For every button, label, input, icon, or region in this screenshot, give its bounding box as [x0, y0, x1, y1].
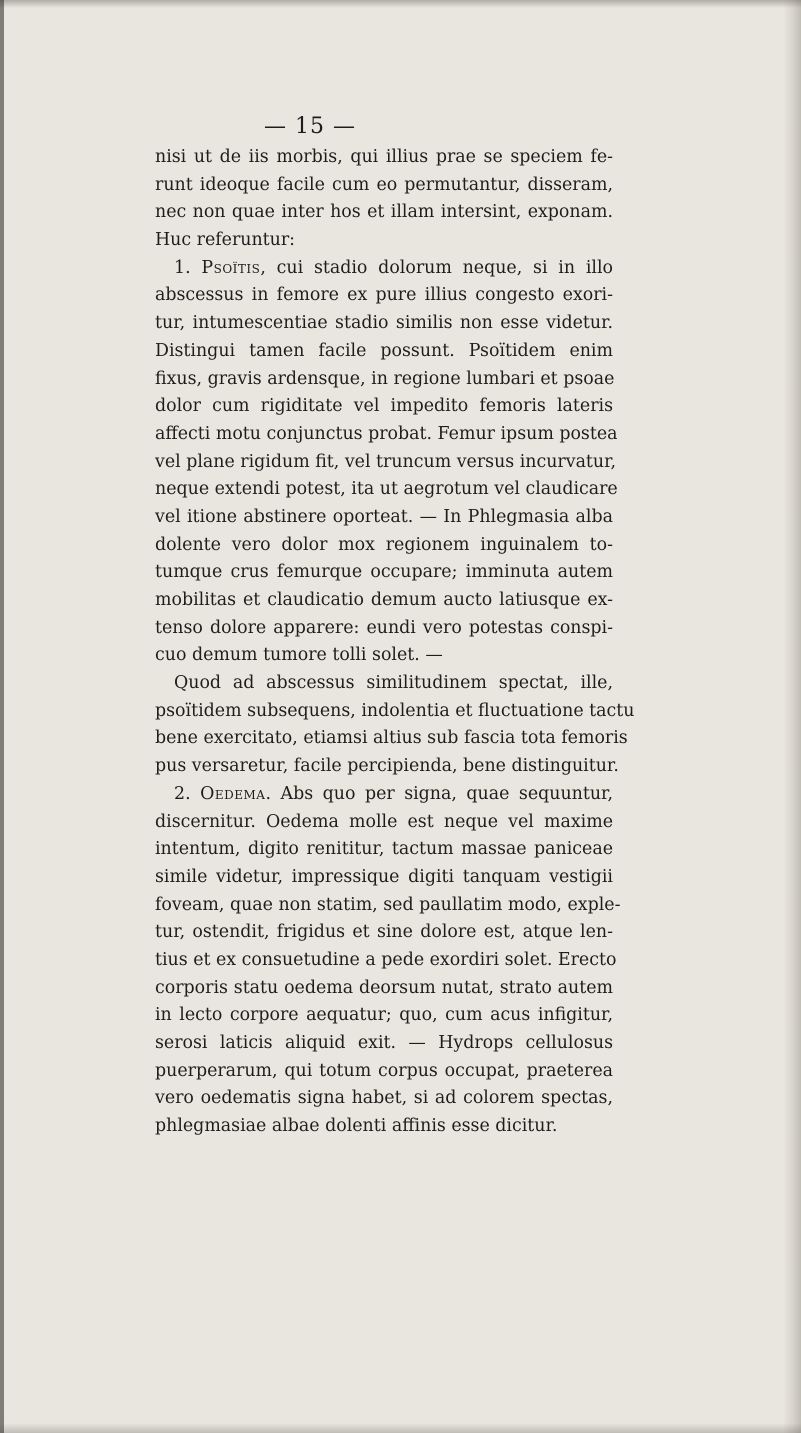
page-edge-top — [0, 0, 801, 8]
text-line: cuo demum tumore tolli solet. — — [155, 645, 443, 666]
text-line: pus versaretur, facile percipienda, bene distinguitur. — [155, 756, 619, 777]
text-line: Quod ad abscessus similitudinem spectat, ille, — [174, 673, 613, 694]
text-line — [155, 255, 613, 283]
text-line: dolente vero dolor mox regionem inguinalem to- — [155, 534, 613, 555]
text-line: tur, ostendit, frigidus et sine dolore est, atque len- — [155, 922, 613, 943]
text-line: dolor cum rigiditate vel impedito femoris lateris — [155, 396, 613, 417]
line-rest: . Abs quo per signa, quae sequuntur, — [265, 783, 613, 804]
text-line: Distingui tamen facile possunt. Psoïtidem enim — [155, 340, 613, 361]
text-line: nec non quae inter hos et illam intersint, exponam. — [155, 202, 613, 223]
text-line: in lecto corpore aequatur; quo, cum acus infigitur, — [155, 1005, 613, 1026]
text-line: tumque crus femurque occupare; imminuta autem — [155, 562, 613, 583]
text-line: corporis statu oedema deorsum nutat, strato autem — [155, 977, 613, 998]
section-heading: Psoïtis — [201, 257, 261, 278]
page-number: — 15 — — [264, 114, 356, 139]
text-line — [155, 781, 613, 809]
text-line: tius et ex consuetudine a pede exordiri solet. Erecto — [155, 949, 617, 970]
text-line: fixus, gravis ardensque, in regione lumbari et psoae — [155, 368, 615, 389]
line-prefix: 2. — [174, 783, 201, 804]
text-line: psoïtidem subsequens, indolentia et fluctuatione tactu — [155, 700, 635, 721]
page-edge-right — [783, 0, 801, 1433]
text-line: Huc referuntur: — [155, 230, 296, 251]
page-edge-bottom — [0, 1423, 801, 1433]
text-line: vero oedematis signa habet, si ad colorem spectas, — [155, 1088, 613, 1109]
page-edge-left — [0, 0, 4, 1433]
text-line: bene exercitato, etiamsi altius sub fascia tota femoris — [155, 728, 628, 749]
text-line: puerperarum, qui totum corpus occupat, praeterea — [155, 1060, 613, 1081]
text-line: abscessus in femore ex pure illius congesto exori- — [155, 285, 613, 306]
text-line: serosi laticis aliquid exit. — Hydrops cellulosus — [155, 1033, 613, 1053]
line-rest: , cui stadio dolorum neque, si in illo — [260, 257, 614, 278]
text-line: vel itione abstinere oporteat. — In Phlegmasia alba — [155, 506, 613, 527]
text-line: tenso dolore apparere: eundi vero potestas conspi- — [155, 617, 613, 638]
text-line: intentum, digito renititur, tactum massae paniceae — [155, 839, 613, 860]
text-line: phlegmasiae albae dolenti affinis esse dicitur. — [155, 1116, 558, 1137]
text-line: nisi ut de iis morbis, qui illius prae se speciem fe- — [155, 147, 613, 167]
section-heading: Oedema — [200, 783, 266, 804]
line-prefix: 1. — [174, 257, 202, 278]
text-line: affecti motu conjunctus probat. Femur ipsum postea — [155, 423, 618, 444]
body-text — [155, 144, 635, 1141]
text-line: neque extendi potest, ita ut aegrotum vel claudicare — [155, 479, 618, 500]
text-line: discernitur. Oedema molle est neque vel maxime — [155, 811, 613, 832]
text-line: simile videtur, impressique digiti tanquam vestigii — [155, 866, 613, 887]
text-line: foveam, quae non statim, sed paullatim modo, exple- — [155, 894, 621, 915]
text-line: vel plane rigidum fit, vel truncum versus incurvatur, — [155, 451, 617, 472]
text-line: tur, intumescentiae stadio similis non esse videtur. — [155, 313, 613, 334]
text-line: mobilitas et claudicatio demum aucto latiusque ex- — [155, 590, 613, 610]
text-line: runt ideoque facile cum eo permutantur, disseram, — [155, 174, 613, 195]
